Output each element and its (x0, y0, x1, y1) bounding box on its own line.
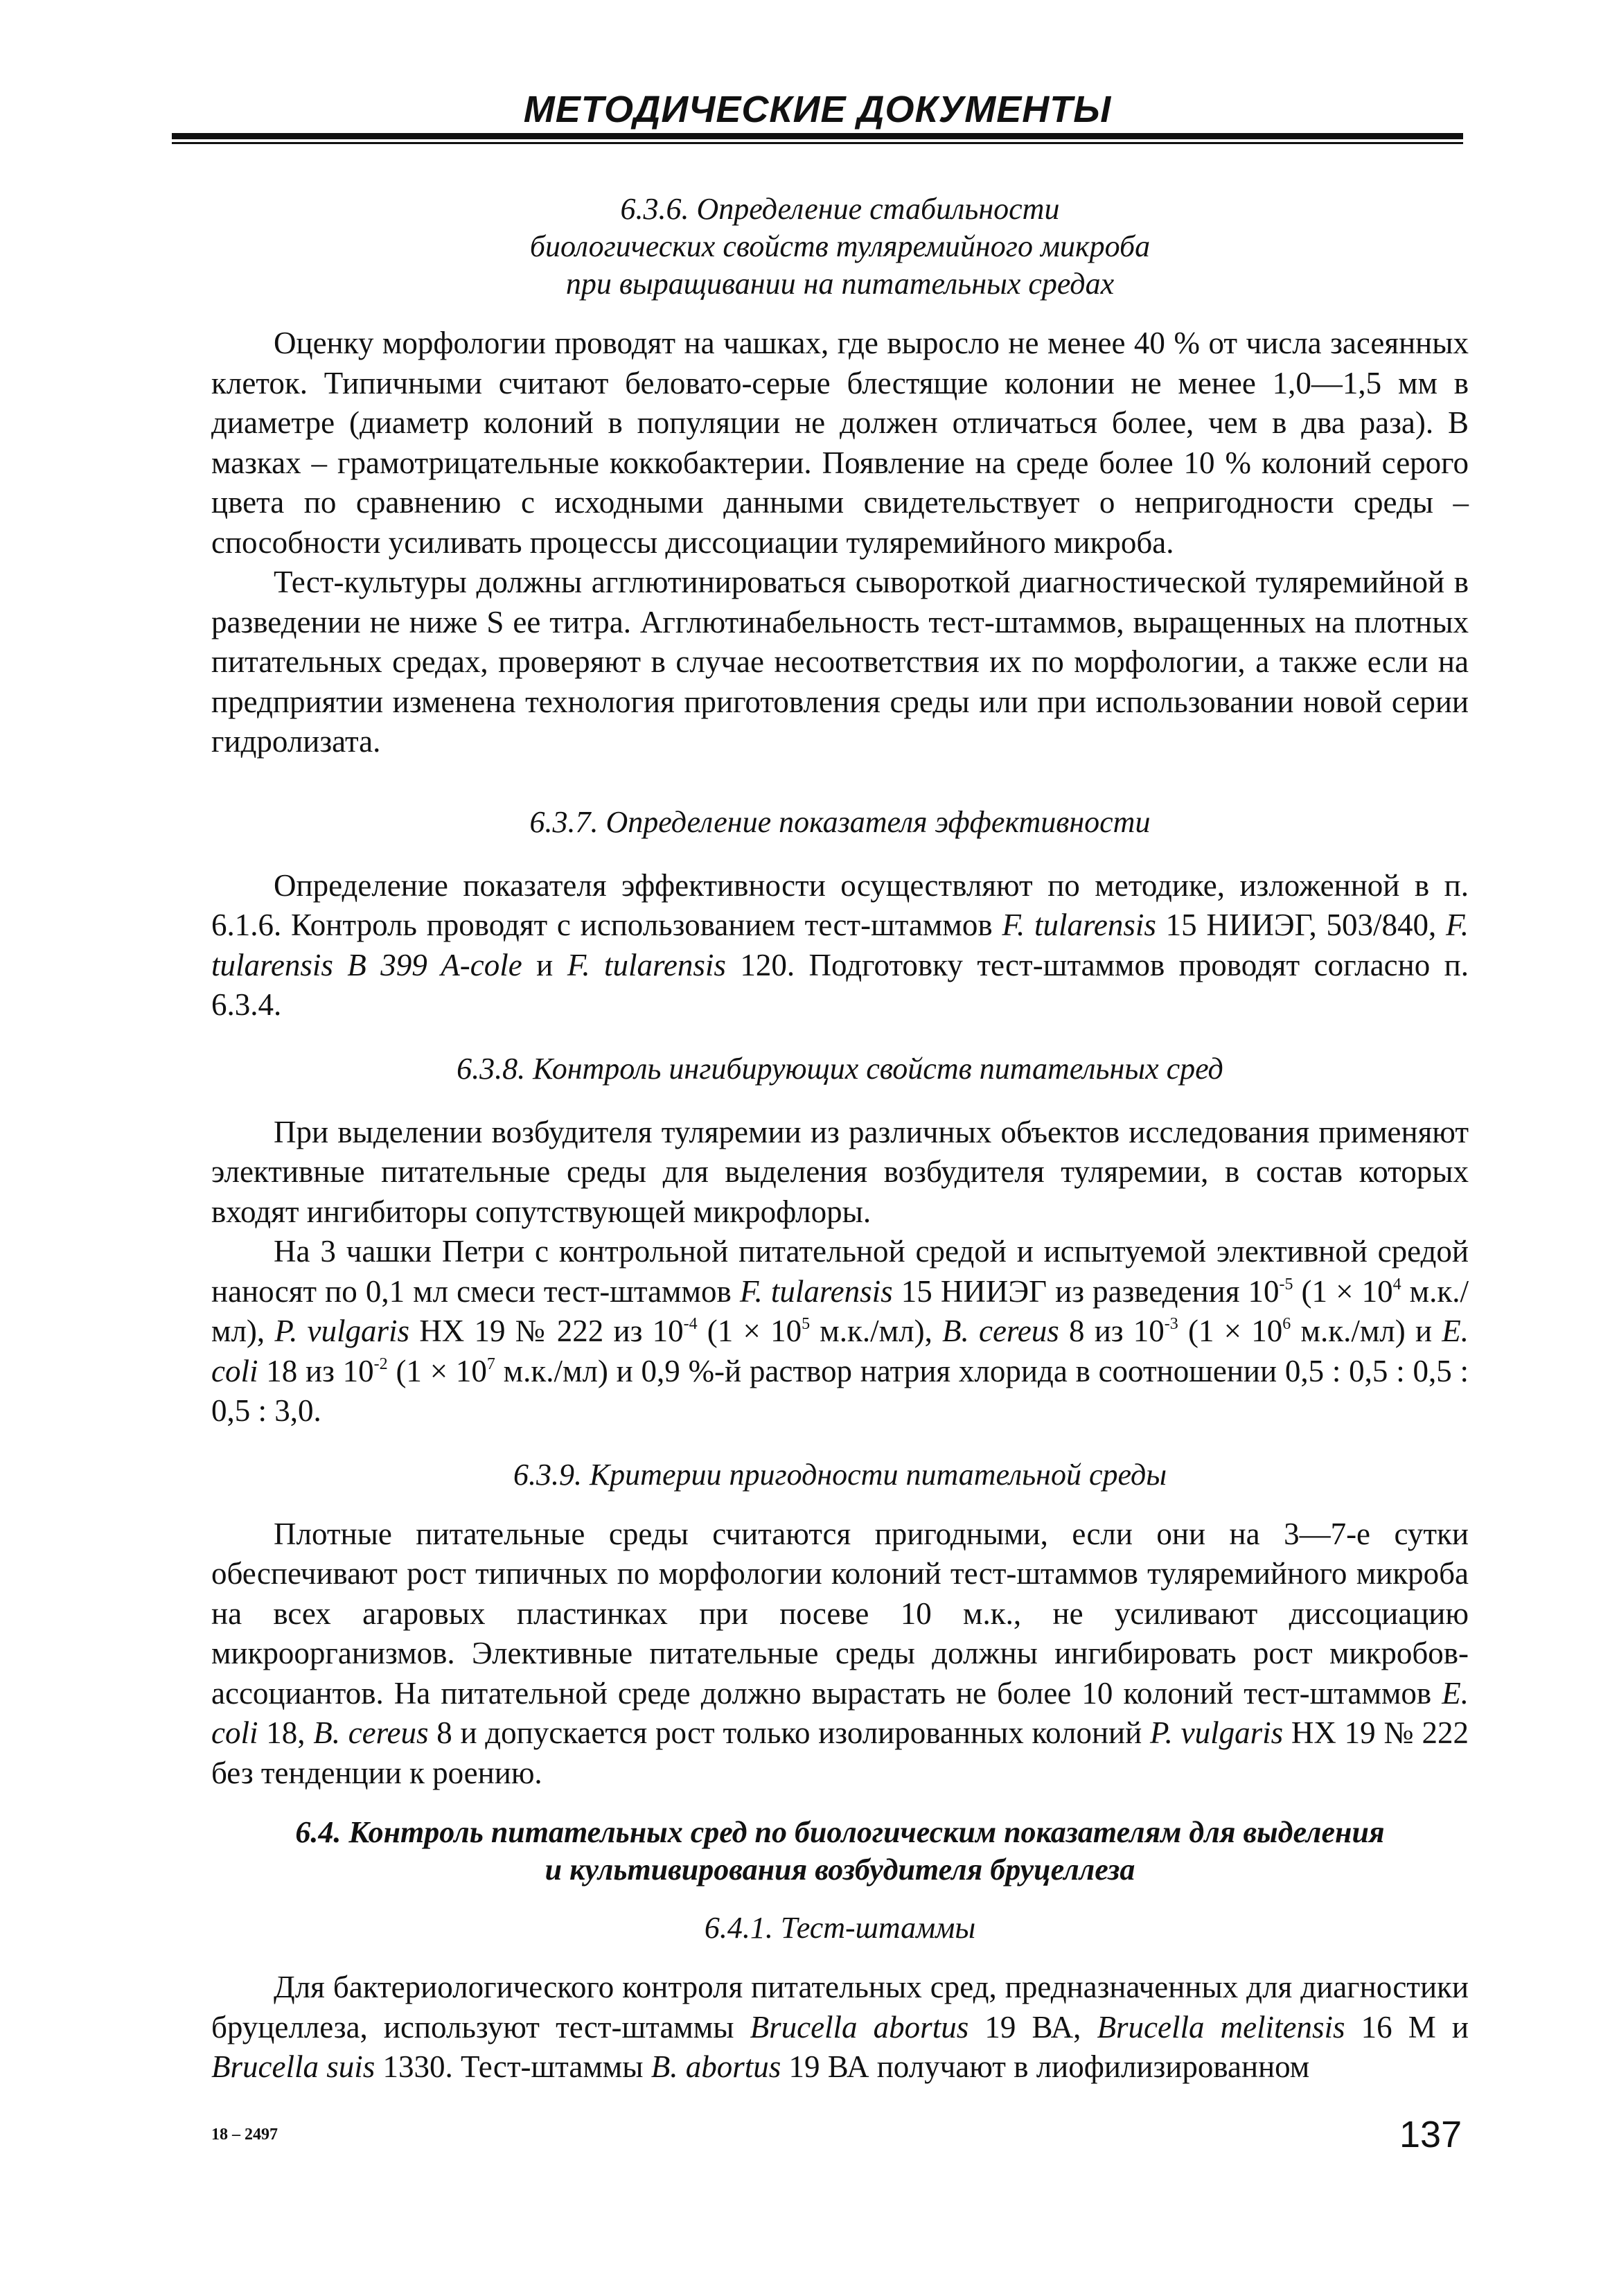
heading-line: биологических свойств туляремийного микроба (529, 229, 1151, 263)
running-header: МЕТОДИЧЕСКИЕ ДОКУМЕНТЫ (523, 89, 1112, 130)
header-rule-thick (172, 133, 1463, 139)
heading-line: 6.3.6. Определение стабильности (620, 192, 1060, 226)
page-body (211, 191, 1469, 2087)
paragraph: Для бактериологического контроля питательных сред, предназначенных для диагностики бруцеллеза, используют тест-штаммы Brucella abortus 19 ВА, Brucella melitensis 16 М и Brucella suis 1330. Тест-штаммы B. abortus 19 ВА получают в лиофилизированном (211, 1970, 1469, 2084)
print-code: 18 – 2497 (211, 2126, 278, 2144)
paragraph: Плотные питательные среды считаются пригодными, если они на 3—7-е сутки обеспечивают рост типичных по морфологии колоний тест-штаммов туляремийного микроба на всех агаровых пластинках при посеве 10 м.к., не усиливают диссоциацию микроорганизмов. Элективные питательные среды должны ингибировать рост микробов-ассоциантов. На питательной среде должно вырастать не более 10 колоний тест-штаммов E. coli 18, B. cereus 8 и допускается рост только изолированных колоний P. vulgaris HX 19 № 222 без тенденции к роению. (211, 1516, 1469, 1790)
paragraph: При выделении возбудителя туляремии из различных объектов исследования применяют элективные питательные среды для выделения возбудителя туляремии, в состав которых входят ингибиторы сопутствующей микрофлоры. (211, 1114, 1469, 1229)
page-number: 137 (1399, 2114, 1462, 2155)
heading-6-4 (211, 1814, 1469, 1889)
heading-line: и культивирования возбудителя бруцеллеза (545, 1853, 1135, 1887)
heading-6-3-6 (211, 191, 1469, 303)
paragraph: Оценку морфологии проводят на чашках, где выросло не менее 40 % от числа засеянных клеток. Типичными считают беловато-серые блестящие колонии не менее 1,0—1,5 мм в диаметре (диаметр колоний в популяции не должен отличаться более, чем в два раза). В мазках – грамотрицательные коккобактерии. Появление на среде более 10 % колоний серого цвета по сравнению с исходными данными свидетельствует о непригодности среды – способности усиливать процессы диссоциации туляремийного микроба. (211, 326, 1469, 560)
heading-6-4-1: 6.4.1. Тест-штаммы (704, 1911, 976, 1945)
paragraph: Определение показателя эффективности осуществляют по методике, изложенной в п. 6.1.6. Контроль проводят с использованием тест-штаммов F. tularensis 15 НИИЭГ, 503/840, F. tularensis B 399 A-cole и F. tularensis 120. Подготовку тест-штаммов проводят согласно п. 6.3.4. (211, 867, 1469, 1022)
heading-line: при выращивании на питательных средах (565, 267, 1115, 301)
heading-line: 6.4. Контроль питательных сред по биологическим показателям для выделения (295, 1815, 1385, 1849)
heading-6-3-7: 6.3.7. Определение показателя эффективности (529, 804, 1151, 839)
heading-6-3-8: 6.3.8. Контроль ингибирующих свойств питательных сред (457, 1051, 1223, 1086)
paragraph: Тест-культуры должны агглютинироваться сывороткой диагностической туляремийной в разведении не ниже S ее титра. Агглютинабельность тест-штаммов, выращенных на плотных питательных средах, проверяют в случае несоответствия их по морфологии, а также если на предприятии изменена технология приготовления среды или при использовании новой серии гидролизата. (211, 565, 1469, 759)
header-rule-thin (172, 142, 1463, 144)
paragraph: На 3 чашки Петри с контрольной питательной средой и испытуемой элективной средой наносят по 0,1 мл смеси тест-штаммов F. tularensis 15 НИИЭГ из разведения $10^{-5}$ ($1 \times 10^4$ м.к./мл), P. vulgaris HX 19 № 222 из $10^{-4}$ ($1 \times 10^5$ м.к./мл), B. cereus 8 из $10^{-3}$ ($1 \times 10^6$ м.к./мл) и E. coli 18 из $10^{-2}$ ($1 \times 10^7$ м.к./мл) и 0,9 %-й раствор натрия хлорида в соотношении 0,5 : 0,5 : 0,5 : 0,5 : 3,0. (211, 1234, 1469, 1428)
heading-6-3-9: 6.3.9. Критерии пригодности питательной среды (513, 1457, 1167, 1492)
